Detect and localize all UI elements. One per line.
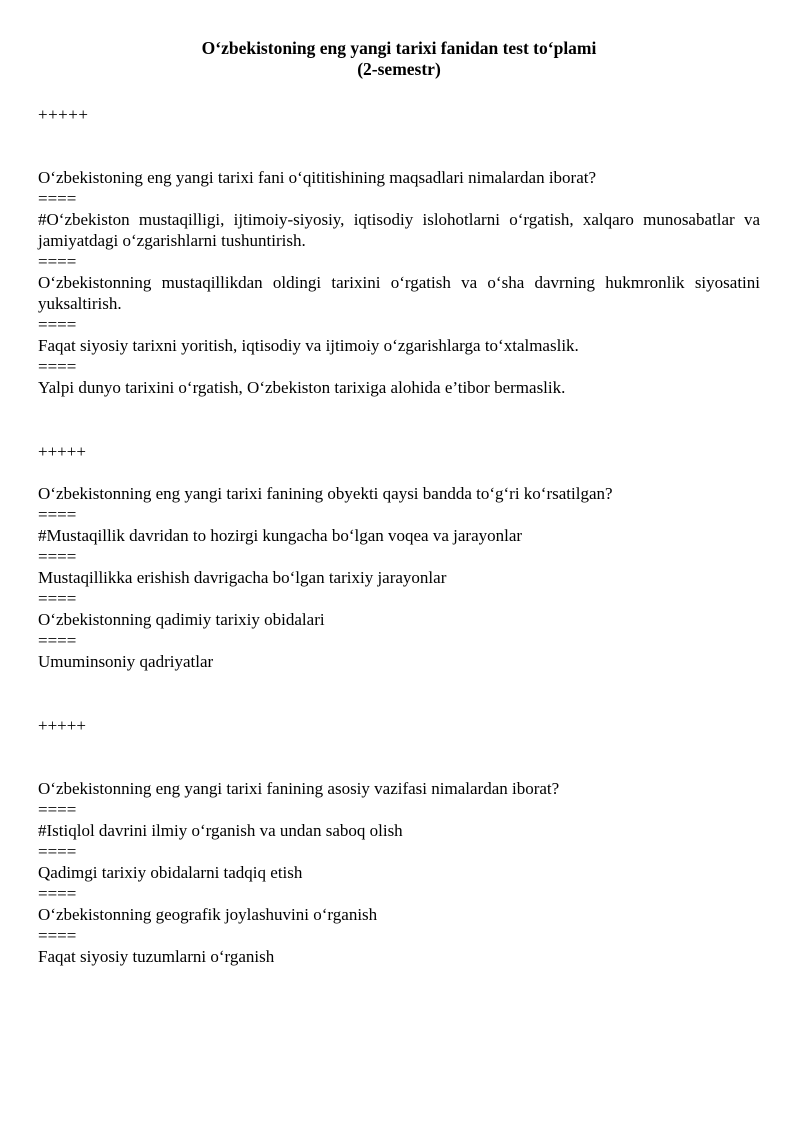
answer-option: Faqat siyosiy tuzumlarni o‘rganish xyxy=(38,947,275,966)
answer-separator: ==== xyxy=(38,357,77,376)
question-separator: +++++ xyxy=(38,716,86,735)
question-text: O‘zbekistoning eng yangi tarixi fani o‘qititishining maqsadlari nimalardan iborat? xyxy=(38,168,597,187)
answer-separator: ==== xyxy=(38,315,77,334)
answer-separator: ==== xyxy=(38,547,77,566)
question-text: O‘zbekistonning eng yangi tarixi fanining obyekti qaysi bandda to‘g‘ri ko‘rsatilgan? xyxy=(38,484,613,503)
answer-separator: ==== xyxy=(38,884,77,903)
answer-option: Qadimgi tarixiy obidalarni tadqiq etish xyxy=(38,863,303,882)
answer-option: Umuminsoniy qadriyatlar xyxy=(38,652,214,671)
title-line-2: (2-semestr) xyxy=(357,59,441,79)
answer-separator: ==== xyxy=(38,505,77,524)
question-separator: +++++ xyxy=(38,105,89,124)
answer-option: Faqat siyosiy tarixni yoritish, iqtisodiy va ijtimoiy o‘zgarishlarga to‘xtalmaslik. xyxy=(38,336,579,355)
answer-separator: ==== xyxy=(38,189,77,208)
answer-separator: ==== xyxy=(38,800,77,819)
question-text: O‘zbekistonning eng yangi tarixi fanining asosiy vazifasi nimalardan iborat? xyxy=(38,779,560,798)
answer-option-correct: #Mustaqillik davridan to hozirgi kungacha bo‘lgan voqea va jarayonlar xyxy=(38,526,523,545)
answer-separator: ==== xyxy=(38,589,77,608)
answer-separator: ==== xyxy=(38,252,77,271)
answer-option: O‘zbekistonning geografik joylashuvini o‘rganish xyxy=(38,905,378,924)
answer-option-correct: #O‘zbekiston mustaqilligi, ijtimoiy-siyosiy, iqtisodiy islohotlarni o‘rgatish, xalqaro munosabatlar va jamiyatdagi o‘zgarishlarni tushuntirish. xyxy=(38,210,760,250)
answer-option: Mustaqillikka erishish davrigacha bo‘lgan tarixiy jarayonlar xyxy=(38,568,447,587)
document-page xyxy=(38,38,760,967)
question-separator: +++++ xyxy=(38,442,86,461)
document-title xyxy=(38,38,760,80)
title-line-1: O‘zbekistoning eng yangi tarixi fanidan test to‘plami xyxy=(201,38,597,58)
answer-separator: ==== xyxy=(38,926,77,945)
answer-separator: ==== xyxy=(38,842,77,861)
answer-option: O‘zbekistonning qadimiy tarixiy obidalari xyxy=(38,610,325,629)
answer-separator: ==== xyxy=(38,631,77,650)
answer-option: O‘zbekistonning mustaqillikdan oldingi tarixini o‘rgatish va o‘sha davrning hukmronlik siyosatini yuksaltirish. xyxy=(38,273,760,313)
answer-option-correct: #Istiqlol davrini ilmiy o‘rganish va undan saboq olish xyxy=(38,821,403,840)
answer-option: Yalpi dunyo tarixini o‘rgatish, O‘zbekiston tarixiga alohida e’tibor bermaslik. xyxy=(38,378,566,397)
